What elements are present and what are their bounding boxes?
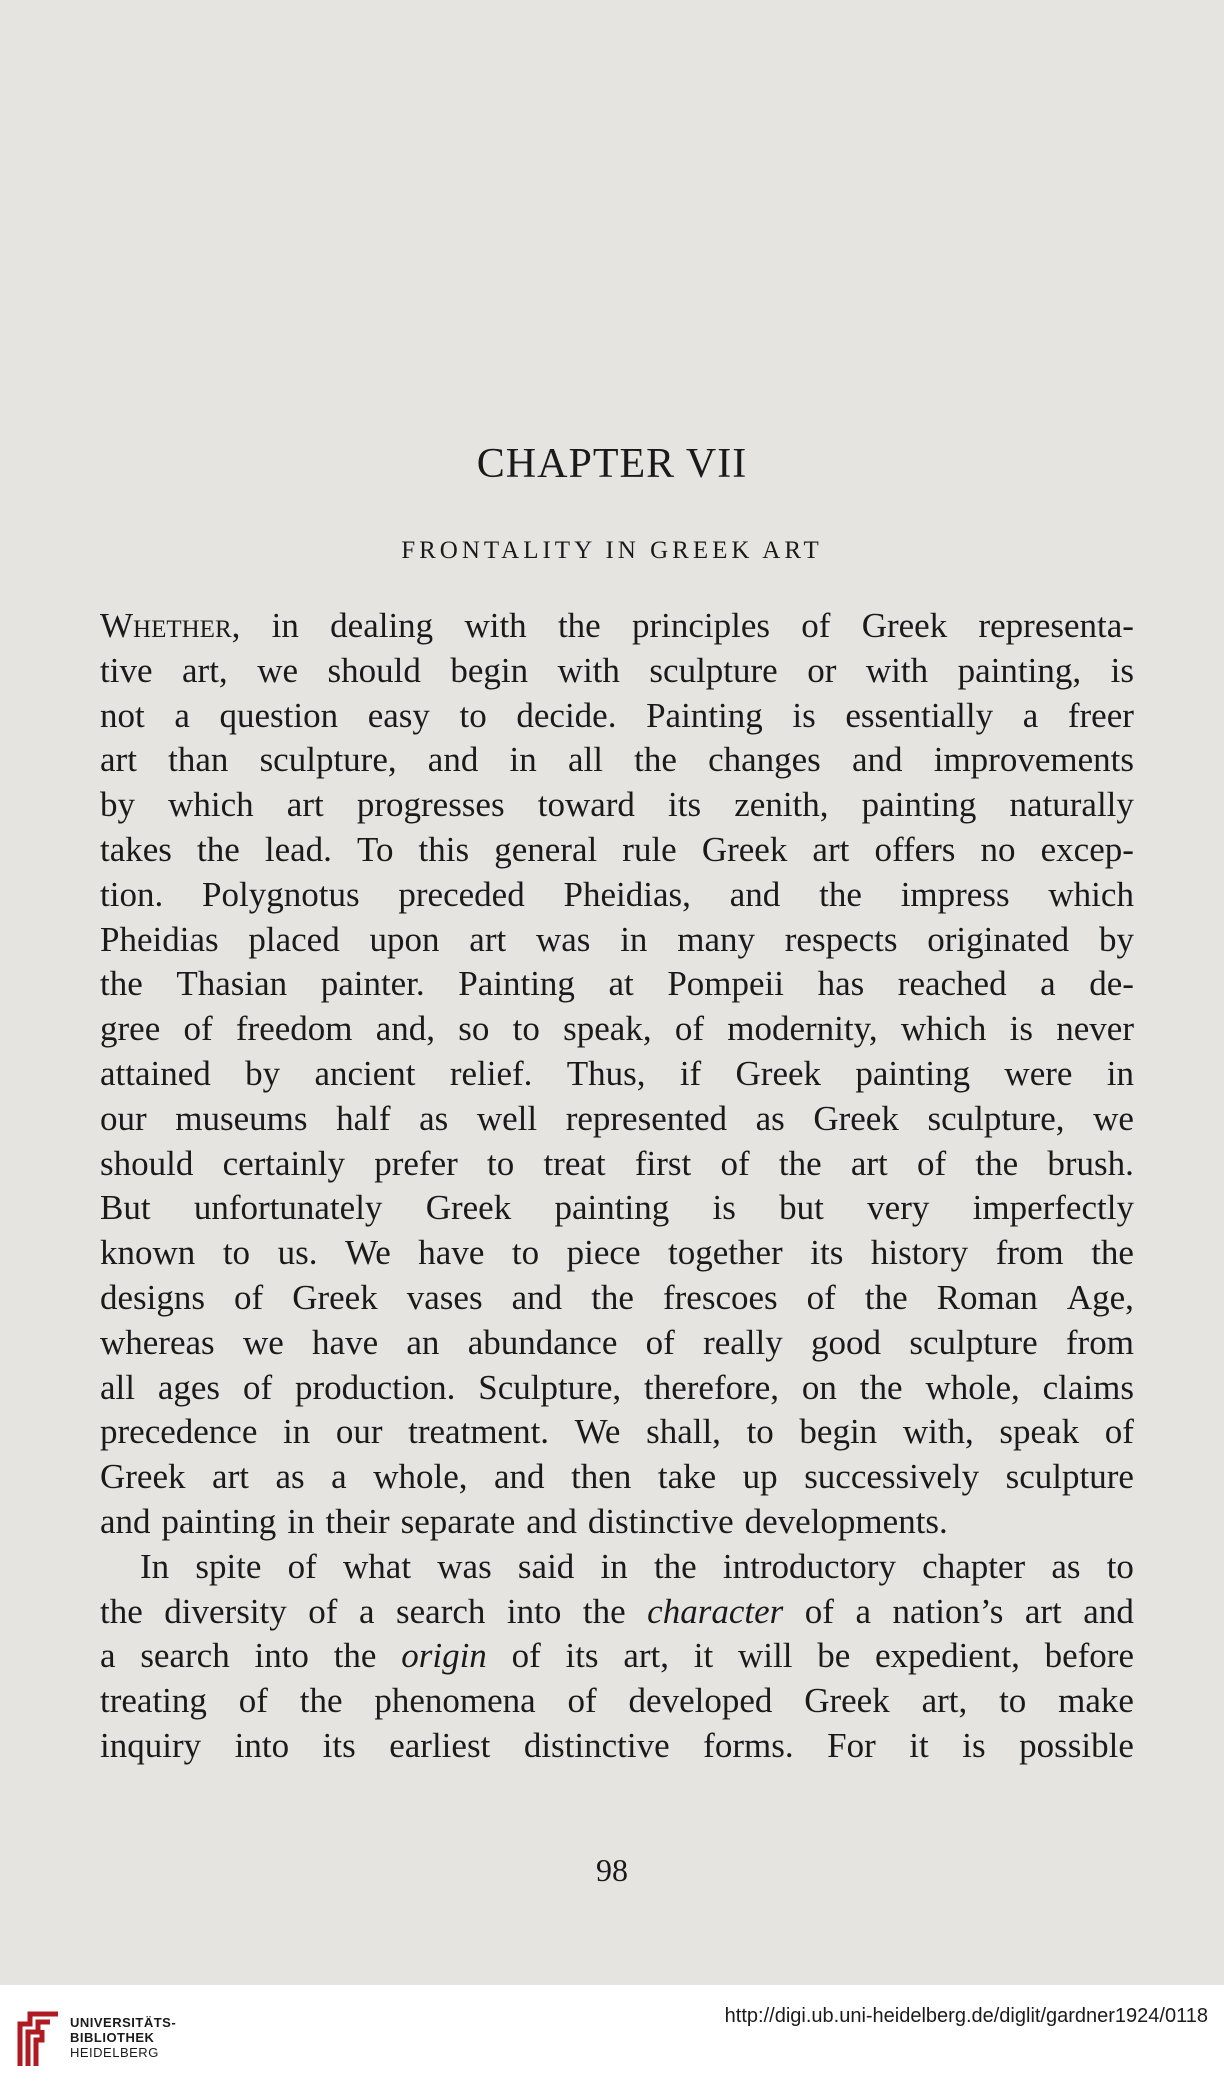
source-url-link[interactable]: http://digi.ub.uni-heidelberg.de/diglit/gardner1924/0118 [724, 2005, 1208, 2027]
text-line: a search into the origin of its art, it will be expedient, before [100, 1636, 1134, 1676]
text-line: whereas we have an abundance of really good sculpture from [100, 1322, 1134, 1362]
footer-bar [0, 1985, 1224, 2081]
text-line: the diversity of a search into the character of a nation’s art and [100, 1591, 1134, 1631]
text-line: the Thasian painter. Painting at Pompeii has reached a de- [100, 964, 1134, 1004]
text-line: by which art progresses toward its zenith, painting naturally [100, 785, 1134, 825]
text-line: attained by ancient relief. Thus, if Greek painting were in [100, 1053, 1134, 1093]
text-line: should certainly prefer to treat first of the art of the brush. [100, 1143, 1134, 1183]
library-logo-icon [12, 2010, 64, 2070]
text-line: not a question easy to decide. Painting is essentially a freer [100, 695, 1134, 735]
text-line: tion. Polygnotus preceded Pheidias, and the impress which [100, 874, 1134, 914]
text-line: In spite of what was said in the introductory chapter as to [140, 1546, 1134, 1586]
text-line: and painting in their separate and distinctive developments. [100, 1501, 948, 1541]
text-line: gree of freedom and, so to speak, of modernity, which is never [100, 1009, 1134, 1049]
page-number: 98 [596, 1852, 628, 1888]
text-line: But unfortunately Greek painting is but very imperfectly [100, 1188, 1134, 1228]
text-line: known to us. We have to piece together its history from the [100, 1233, 1134, 1273]
chapter-subtitle: FRONTALITY IN GREEK ART [401, 537, 823, 564]
text-line: Pheidias placed upon art was in many respects originated by [100, 919, 1134, 959]
text-line: all ages of production. Sculpture, therefore, on the whole, claims [100, 1367, 1134, 1407]
library-name-line1: UNIVERSITÄTS- [70, 2015, 177, 2030]
text-line: tive art, we should begin with sculpture or with painting, is [100, 650, 1134, 690]
library-name [70, 2015, 176, 2060]
text-line: takes the lead. To this general rule Greek art offers no excep- [100, 829, 1134, 869]
library-name-line3: HEIDELBERG [70, 2045, 159, 2060]
text-line: our museums half as well represented as Greek sculpture, we [100, 1098, 1134, 1138]
text-line: precedence in our treatment. We shall, to begin with, speak of [100, 1412, 1134, 1452]
library-name-line2: BIBLIOTHEK [70, 2030, 155, 2045]
body-text [100, 604, 1134, 1769]
text-line: art than sculpture, and in all the changes and improvements [100, 740, 1134, 780]
text-line: treating of the phenomena of developed Greek art, to make [100, 1681, 1134, 1721]
chapter-title: CHAPTER VII [476, 441, 748, 487]
text-line: inquiry into its earliest distinctive forms. For it is possible [100, 1725, 1134, 1765]
text-line: Greek art as a whole, and then take up successively sculpture [100, 1457, 1134, 1497]
text-line: Whether, in dealing with the principles of Greek representa- [100, 606, 1134, 645]
text-line: designs of Greek vases and the frescoes of the Roman Age, [100, 1277, 1134, 1317]
